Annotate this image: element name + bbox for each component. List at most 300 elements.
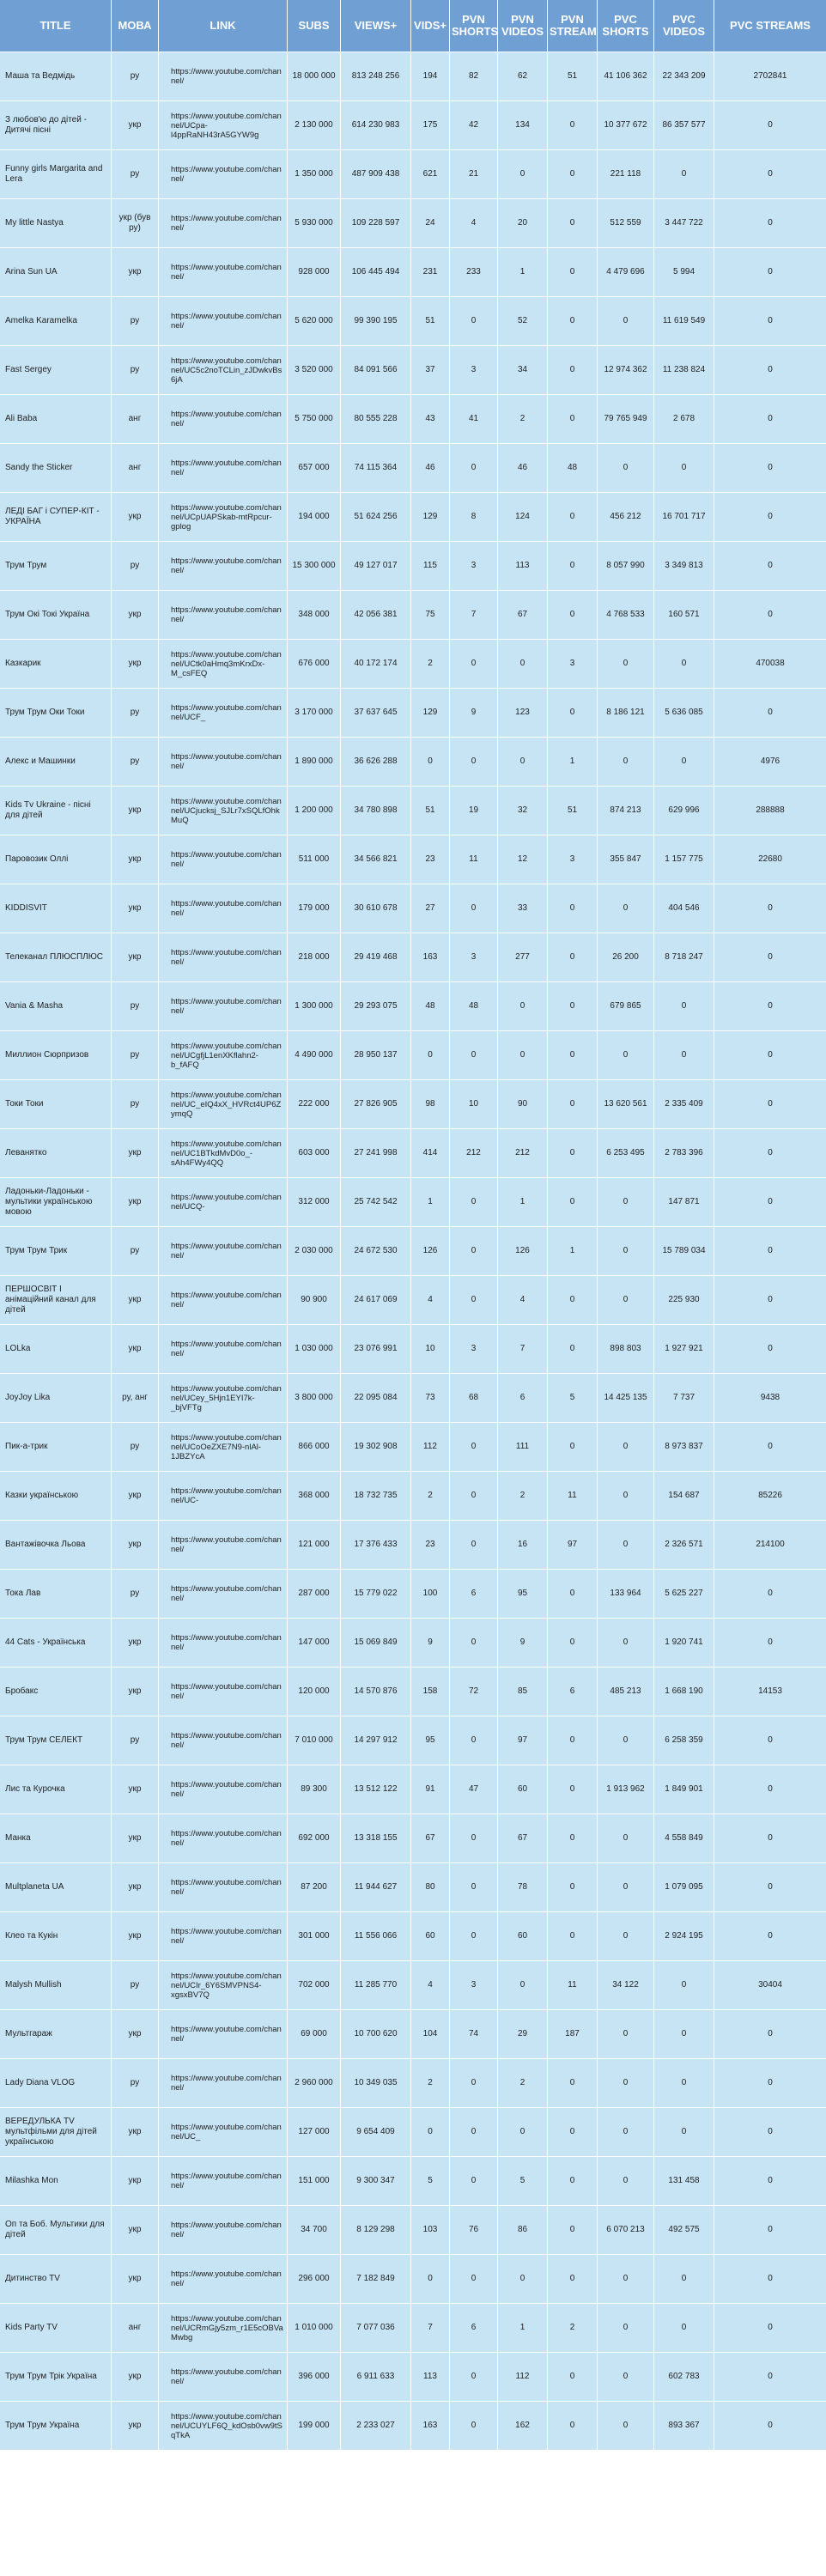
language-cell: укр	[112, 2206, 159, 2255]
pvc-videos-cell: 0	[654, 2108, 714, 2157]
language-cell: укр	[112, 591, 159, 640]
vids-cell: 23	[411, 835, 450, 884]
subs-cell: 5 750 000	[288, 395, 341, 444]
link-cell[interactable]: https://www.youtube.com/channel/	[159, 444, 288, 493]
subs-cell: 121 000	[288, 1521, 341, 1570]
vids-cell: 0	[411, 2255, 450, 2304]
table-row	[0, 395, 826, 444]
pvc-shorts-cell: 355 847	[598, 835, 654, 884]
pvc-streams-cell: 0	[714, 1765, 826, 1814]
pvn-shorts-cell: 0	[450, 2353, 498, 2402]
link-cell[interactable]: https://www.youtube.com/channel/UCoOeZXE7N9-nlAl-1JBZYcA	[159, 1423, 288, 1472]
pvc-shorts-cell: 456 212	[598, 493, 654, 542]
vids-cell: 100	[411, 1570, 450, 1619]
table-row	[0, 1912, 826, 1961]
pvn-stream-cell: 0	[548, 101, 598, 150]
views-cell: 51 624 256	[341, 493, 411, 542]
subs-cell: 69 000	[288, 2010, 341, 2059]
pvc-shorts-cell: 512 559	[598, 199, 654, 248]
link-cell[interactable]: https://www.youtube.com/channel/	[159, 2059, 288, 2108]
link-cell[interactable]: https://www.youtube.com/channel/	[159, 591, 288, 640]
link-cell[interactable]: https://www.youtube.com/channel/	[159, 297, 288, 346]
link-cell[interactable]: https://www.youtube.com/channel/UC_eIQ4xX_HVRct4UP6ZymqQ	[159, 1080, 288, 1129]
language-cell: укр	[112, 787, 159, 835]
language-cell: анг	[112, 444, 159, 493]
vids-cell: 48	[411, 982, 450, 1031]
link-cell[interactable]: https://www.youtube.com/channel/	[159, 738, 288, 787]
column-header-pvc-videos[interactable]: PVC VIDEOS	[654, 0, 714, 52]
pvn-shorts-cell: 9	[450, 689, 498, 738]
subs-cell: 287 000	[288, 1570, 341, 1619]
pvn-shorts-cell: 0	[450, 884, 498, 933]
pvc-shorts-cell: 79 765 949	[598, 395, 654, 444]
link-cell[interactable]: https://www.youtube.com/channel/	[159, 199, 288, 248]
language-cell: ру	[112, 1423, 159, 1472]
subs-cell: 866 000	[288, 1423, 341, 1472]
link-cell[interactable]: https://www.youtube.com/channel/	[159, 1276, 288, 1325]
pvc-streams-cell: 0	[714, 1619, 826, 1668]
pvc-shorts-cell: 0	[598, 1716, 654, 1765]
pvn-videos-cell: 2	[498, 1472, 548, 1521]
vids-cell: 2	[411, 2059, 450, 2108]
pvn-shorts-cell: 6	[450, 2304, 498, 2353]
pvn-shorts-cell: 6	[450, 1570, 498, 1619]
pvc-videos-cell: 0	[654, 2304, 714, 2353]
pvn-videos-cell: 0	[498, 738, 548, 787]
subs-cell: 1 890 000	[288, 738, 341, 787]
table-row	[0, 1472, 826, 1521]
link-cell[interactable]: https://www.youtube.com/channel/	[159, 150, 288, 199]
pvn-videos-cell: 2	[498, 395, 548, 444]
language-cell: укр	[112, 2157, 159, 2206]
title-cell: ВЕРЕДУЛЬКА TV мультфільми для дітей українською	[0, 2108, 112, 2157]
pvc-streams-cell: 0	[714, 2402, 826, 2451]
link-cell[interactable]: https://www.youtube.com/channel/	[159, 395, 288, 444]
column-header-pvn-stream[interactable]: PVN STREAM	[548, 0, 598, 52]
subs-cell: 702 000	[288, 1961, 341, 2010]
link-cell[interactable]: https://www.youtube.com/channel/UCQ-	[159, 1178, 288, 1227]
pvn-videos-cell: 6	[498, 1374, 548, 1423]
pvc-shorts-cell: 10 377 672	[598, 101, 654, 150]
pvn-stream-cell: 5	[548, 1374, 598, 1423]
pvn-stream-cell: 0	[548, 1325, 598, 1374]
pvc-streams-cell: 0	[714, 1863, 826, 1912]
pvc-streams-cell: 0	[714, 1080, 826, 1129]
column-header-subs[interactable]: SUBS	[288, 0, 341, 52]
pvc-videos-cell: 0	[654, 640, 714, 689]
vids-cell: 163	[411, 933, 450, 982]
column-header-views[interactable]: VIEWS+	[341, 0, 411, 52]
link-cell[interactable]: https://www.youtube.com/channel/UC_	[159, 2108, 288, 2157]
vids-cell: 51	[411, 297, 450, 346]
table-row	[0, 1178, 826, 1227]
pvn-videos-cell: 124	[498, 493, 548, 542]
pvc-videos-cell: 1 157 775	[654, 835, 714, 884]
table-row	[0, 2206, 826, 2255]
table-row	[0, 2157, 826, 2206]
subs-cell: 127 000	[288, 2108, 341, 2157]
vids-cell: 194	[411, 52, 450, 101]
pvc-streams-cell: 30404	[714, 1961, 826, 2010]
views-cell: 36 626 288	[341, 738, 411, 787]
link-cell[interactable]: https://www.youtube.com/channel/UCF_	[159, 689, 288, 738]
title-cell: Вантажівочка Льова	[0, 1521, 112, 1570]
vids-cell: 10	[411, 1325, 450, 1374]
vids-cell: 621	[411, 150, 450, 199]
pvn-stream-cell: 0	[548, 2108, 598, 2157]
subs-cell: 3 800 000	[288, 1374, 341, 1423]
title-cell: Паровозик Оллі	[0, 835, 112, 884]
pvn-videos-cell: 60	[498, 1912, 548, 1961]
subs-cell: 312 000	[288, 1178, 341, 1227]
title-cell: JoyJoy Lika	[0, 1374, 112, 1423]
subs-cell: 151 000	[288, 2157, 341, 2206]
vids-cell: 23	[411, 1521, 450, 1570]
table-row	[0, 591, 826, 640]
pvn-stream-cell: 0	[548, 1276, 598, 1325]
language-cell: ру	[112, 1961, 159, 2010]
pvn-stream-cell: 0	[548, 542, 598, 591]
pvn-stream-cell: 0	[548, 199, 598, 248]
pvc-videos-cell: 0	[654, 444, 714, 493]
pvn-shorts-cell: 68	[450, 1374, 498, 1423]
language-cell: укр	[112, 2108, 159, 2157]
language-cell: ру	[112, 738, 159, 787]
vids-cell: 73	[411, 1374, 450, 1423]
link-cell[interactable]: https://www.youtube.com/channel/UCjucksj_SJLr7xSQLfOhkMuQ	[159, 787, 288, 835]
pvc-videos-cell: 1 668 190	[654, 1668, 714, 1716]
link-cell[interactable]: https://www.youtube.com/channel/	[159, 1521, 288, 1570]
link-cell[interactable]: https://www.youtube.com/channel/	[159, 2010, 288, 2059]
pvn-stream-cell: 0	[548, 982, 598, 1031]
subs-cell: 368 000	[288, 1472, 341, 1521]
pvc-streams-cell: 4976	[714, 738, 826, 787]
pvn-shorts-cell: 41	[450, 395, 498, 444]
column-header-title[interactable]: TITLE	[0, 0, 112, 52]
subs-cell: 4 490 000	[288, 1031, 341, 1080]
subs-cell: 2 960 000	[288, 2059, 341, 2108]
vids-cell: 126	[411, 1227, 450, 1276]
pvn-videos-cell: 85	[498, 1668, 548, 1716]
pvc-videos-cell: 3 349 813	[654, 542, 714, 591]
link-cell[interactable]: https://www.youtube.com/channel/UC-	[159, 1472, 288, 1521]
subs-cell: 218 000	[288, 933, 341, 982]
pvc-shorts-cell: 221 118	[598, 150, 654, 199]
link-cell[interactable]: https://www.youtube.com/channel/	[159, 1619, 288, 1668]
pvc-videos-cell: 5 994	[654, 248, 714, 297]
link-cell[interactable]: https://www.youtube.com/channel/UCpa-l4ppRaNH43rA5GYW9g	[159, 101, 288, 150]
column-header-vids[interactable]: VIDS+	[411, 0, 450, 52]
column-header-pvn-videos[interactable]: PVN VIDEOS	[498, 0, 548, 52]
pvc-shorts-cell: 0	[598, 297, 654, 346]
pvc-streams-cell: 0	[714, 2206, 826, 2255]
pvc-streams-cell: 0	[714, 1570, 826, 1619]
link-cell[interactable]: https://www.youtube.com/channel/	[159, 1912, 288, 1961]
pvc-streams-cell: 85226	[714, 1472, 826, 1521]
subs-cell: 3 170 000	[288, 689, 341, 738]
pvc-streams-cell: 0	[714, 1031, 826, 1080]
pvc-shorts-cell: 0	[598, 1276, 654, 1325]
pvn-videos-cell: 95	[498, 1570, 548, 1619]
views-cell: 24 672 530	[341, 1227, 411, 1276]
pvn-stream-cell: 0	[548, 248, 598, 297]
vids-cell: 129	[411, 689, 450, 738]
pvn-shorts-cell: 47	[450, 1765, 498, 1814]
pvc-streams-cell: 0	[714, 493, 826, 542]
pvn-videos-cell: 112	[498, 2353, 548, 2402]
pvc-streams-cell: 0	[714, 395, 826, 444]
pvc-shorts-cell: 874 213	[598, 787, 654, 835]
pvc-shorts-cell: 0	[598, 2255, 654, 2304]
language-cell: укр	[112, 933, 159, 982]
title-cell: Дитинство TV	[0, 2255, 112, 2304]
link-cell[interactable]: https://www.youtube.com/channel/	[159, 1716, 288, 1765]
views-cell: 84 091 566	[341, 346, 411, 395]
link-cell[interactable]: https://www.youtube.com/channel/	[159, 542, 288, 591]
link-cell[interactable]: https://www.youtube.com/channel/	[159, 248, 288, 297]
table-row	[0, 1961, 826, 2010]
link-cell[interactable]: https://www.youtube.com/channel/	[159, 2255, 288, 2304]
pvc-streams-cell: 0	[714, 1276, 826, 1325]
pvn-videos-cell: 86	[498, 2206, 548, 2255]
link-cell[interactable]: https://www.youtube.com/channel/	[159, 982, 288, 1031]
link-cell[interactable]: https://www.youtube.com/channel/UC5c2noTCLin_zJDwkvBs6jA	[159, 346, 288, 395]
pvn-stream-cell: 0	[548, 689, 598, 738]
table-header	[0, 0, 826, 52]
title-cell: Трум Трум СЕЛЕКТ	[0, 1716, 112, 1765]
language-cell: укр	[112, 835, 159, 884]
views-cell: 25 742 542	[341, 1178, 411, 1227]
pvc-videos-cell: 492 575	[654, 2206, 714, 2255]
vids-cell: 7	[411, 2304, 450, 2353]
pvn-shorts-cell: 0	[450, 1031, 498, 1080]
views-cell: 42 056 381	[341, 591, 411, 640]
subs-cell: 147 000	[288, 1619, 341, 1668]
pvc-streams-cell: 0	[714, 2353, 826, 2402]
title-cell: Клео та Кукін	[0, 1912, 112, 1961]
title-cell: Vania & Masha	[0, 982, 112, 1031]
vids-cell: 113	[411, 2353, 450, 2402]
pvc-streams-cell: 0	[714, 2157, 826, 2206]
language-cell: ру	[112, 297, 159, 346]
language-cell: ру	[112, 542, 159, 591]
table-body	[0, 52, 826, 2451]
pvc-videos-cell: 8 973 837	[654, 1423, 714, 1472]
views-cell: 80 555 228	[341, 395, 411, 444]
language-cell: ру, анг	[112, 1374, 159, 1423]
pvc-streams-cell: 0	[714, 982, 826, 1031]
title-cell: Пик-а-трик	[0, 1423, 112, 1472]
column-header-link[interactable]: LINK	[159, 0, 288, 52]
column-header-pvc-shorts[interactable]: PVC SHORTS	[598, 0, 654, 52]
pvn-stream-cell: 0	[548, 395, 598, 444]
views-cell: 9 300 347	[341, 2157, 411, 2206]
pvc-shorts-cell: 0	[598, 2010, 654, 2059]
link-cell[interactable]: https://www.youtube.com/channel/	[159, 884, 288, 933]
title-cell: Fast Sergey	[0, 346, 112, 395]
pvn-videos-cell: 16	[498, 1521, 548, 1570]
link-cell[interactable]: https://www.youtube.com/channel/UC1BTkdMvD0o_-sAh4FWy4QQ	[159, 1129, 288, 1178]
pvn-stream-cell: 0	[548, 1031, 598, 1080]
link-cell[interactable]: https://www.youtube.com/channel/UCpUAPSkab-mtRpcur-gplog	[159, 493, 288, 542]
column-header-pvn-shorts[interactable]: PVN SHORTS	[450, 0, 498, 52]
link-cell[interactable]: https://www.youtube.com/channel/UCey_5Hjn1EYI7k-_bjVFTg	[159, 1374, 288, 1423]
pvc-videos-cell: 8 718 247	[654, 933, 714, 982]
subs-cell: 1 010 000	[288, 2304, 341, 2353]
link-cell[interactable]: https://www.youtube.com/channel/	[159, 1668, 288, 1716]
pvc-videos-cell: 0	[654, 982, 714, 1031]
table-row	[0, 982, 826, 1031]
subs-cell: 90 900	[288, 1276, 341, 1325]
link-cell[interactable]: https://www.youtube.com/channel/	[159, 2353, 288, 2402]
language-cell: укр	[112, 2353, 159, 2402]
pvn-videos-cell: 29	[498, 2010, 548, 2059]
title-cell: Манка	[0, 1814, 112, 1863]
pvn-stream-cell: 51	[548, 787, 598, 835]
link-cell[interactable]: https://www.youtube.com/channel/	[159, 52, 288, 101]
column-header-pvc-streams[interactable]: PVC STREAMS	[714, 0, 826, 52]
pvc-shorts-cell: 679 865	[598, 982, 654, 1031]
subs-cell: 179 000	[288, 884, 341, 933]
title-cell: Malysh Mullish	[0, 1961, 112, 2010]
pvn-stream-cell: 0	[548, 1423, 598, 1472]
pvn-videos-cell: 113	[498, 542, 548, 591]
link-cell[interactable]: https://www.youtube.com/channel/	[159, 1325, 288, 1374]
link-cell[interactable]: https://www.youtube.com/channel/	[159, 1227, 288, 1276]
language-cell: укр	[112, 101, 159, 150]
pvn-stream-cell: 0	[548, 2059, 598, 2108]
table-row	[0, 150, 826, 199]
language-cell: укр	[112, 1814, 159, 1863]
pvn-stream-cell: 0	[548, 2255, 598, 2304]
language-cell: ру	[112, 346, 159, 395]
language-cell: ру	[112, 150, 159, 199]
pvc-videos-cell: 1 920 741	[654, 1619, 714, 1668]
pvc-shorts-cell: 485 213	[598, 1668, 654, 1716]
pvn-shorts-cell: 4	[450, 199, 498, 248]
pvn-stream-cell: 0	[548, 591, 598, 640]
link-cell[interactable]: https://www.youtube.com/channel/	[159, 1814, 288, 1863]
link-cell[interactable]: https://www.youtube.com/channel/UCIr_6Y6SMVPNS4-xgsxBV7Q	[159, 1961, 288, 2010]
pvn-shorts-cell: 0	[450, 1814, 498, 1863]
pvn-videos-cell: 4	[498, 1276, 548, 1325]
pvc-shorts-cell: 12 974 362	[598, 346, 654, 395]
title-cell: Sandy the Sticker	[0, 444, 112, 493]
views-cell: 11 285 770	[341, 1961, 411, 2010]
pvn-stream-cell: 1	[548, 1227, 598, 1276]
link-cell[interactable]: https://www.youtube.com/channel/UCUYLF6Q_kdOsb0vw9tSqTkA	[159, 2402, 288, 2451]
pvc-streams-cell: 470038	[714, 640, 826, 689]
pvc-streams-cell: 0	[714, 1716, 826, 1765]
pvn-shorts-cell: 19	[450, 787, 498, 835]
title-cell: Токи Токи	[0, 1080, 112, 1129]
pvn-stream-cell: 51	[548, 52, 598, 101]
link-cell[interactable]: https://www.youtube.com/channel/	[159, 2157, 288, 2206]
pvn-stream-cell: 0	[548, 346, 598, 395]
title-cell: KIDDISVIT	[0, 884, 112, 933]
pvn-stream-cell: 0	[548, 1178, 598, 1227]
title-cell: Ali Baba	[0, 395, 112, 444]
table-row	[0, 2108, 826, 2157]
link-cell[interactable]: https://www.youtube.com/channel/UCgfjL1enXKflahn2-b_fAFQ	[159, 1031, 288, 1080]
link-cell[interactable]: https://www.youtube.com/channel/UCtk0aHmq3mKrxDx-M_csFEQ	[159, 640, 288, 689]
pvc-videos-cell: 154 687	[654, 1472, 714, 1521]
views-cell: 30 610 678	[341, 884, 411, 933]
column-header-language[interactable]: МОВА	[112, 0, 159, 52]
pvn-stream-cell: 0	[548, 297, 598, 346]
pvn-shorts-cell: 72	[450, 1668, 498, 1716]
pvn-shorts-cell: 21	[450, 150, 498, 199]
views-cell: 29 419 468	[341, 933, 411, 982]
language-cell: укр	[112, 1863, 159, 1912]
pvn-videos-cell: 32	[498, 787, 548, 835]
link-cell[interactable]: https://www.youtube.com/channel/UCRmGjy5zm_r1E5cOBVaMwbg	[159, 2304, 288, 2353]
title-cell: Kids Party TV	[0, 2304, 112, 2353]
pvc-streams-cell: 0	[714, 346, 826, 395]
title-cell: Леванятко	[0, 1129, 112, 1178]
pvc-streams-cell: 0	[714, 1912, 826, 1961]
pvc-streams-cell: 22680	[714, 835, 826, 884]
pvn-shorts-cell: 0	[450, 444, 498, 493]
table-row	[0, 199, 826, 248]
pvn-shorts-cell: 10	[450, 1080, 498, 1129]
views-cell: 13 512 122	[341, 1765, 411, 1814]
language-cell: укр	[112, 1178, 159, 1227]
pvc-videos-cell: 1 079 095	[654, 1863, 714, 1912]
pvc-streams-cell: 0	[714, 248, 826, 297]
pvc-videos-cell: 147 871	[654, 1178, 714, 1227]
subs-cell: 120 000	[288, 1668, 341, 1716]
pvn-shorts-cell: 0	[450, 1178, 498, 1227]
vids-cell: 104	[411, 2010, 450, 2059]
pvc-shorts-cell: 0	[598, 1863, 654, 1912]
link-cell[interactable]: https://www.youtube.com/channel/	[159, 933, 288, 982]
language-cell: ру	[112, 1570, 159, 1619]
pvc-streams-cell: 0	[714, 297, 826, 346]
pvc-shorts-cell: 4 768 533	[598, 591, 654, 640]
pvn-videos-cell: 67	[498, 1814, 548, 1863]
pvn-shorts-cell: 0	[450, 1863, 498, 1912]
pvc-shorts-cell: 8 186 121	[598, 689, 654, 738]
link-cell[interactable]: https://www.youtube.com/channel/	[159, 835, 288, 884]
title-cell: Маша та Ведмідь	[0, 52, 112, 101]
table-row	[0, 640, 826, 689]
pvn-stream-cell: 0	[548, 2353, 598, 2402]
link-cell[interactable]: https://www.youtube.com/channel/	[159, 2206, 288, 2255]
pvn-shorts-cell: 82	[450, 52, 498, 101]
pvc-shorts-cell: 26 200	[598, 933, 654, 982]
title-cell: Трум Трум	[0, 542, 112, 591]
title-cell: My little Nastya	[0, 199, 112, 248]
pvn-videos-cell: 0	[498, 1031, 548, 1080]
link-cell[interactable]: https://www.youtube.com/channel/	[159, 1570, 288, 1619]
table-row	[0, 884, 826, 933]
pvn-shorts-cell: 0	[450, 2255, 498, 2304]
views-cell: 11 944 627	[341, 1863, 411, 1912]
table-row	[0, 2402, 826, 2451]
pvc-shorts-cell: 1 913 962	[598, 1765, 654, 1814]
pvc-shorts-cell: 0	[598, 1227, 654, 1276]
link-cell[interactable]: https://www.youtube.com/channel/	[159, 1863, 288, 1912]
title-cell: Мультгараж	[0, 2010, 112, 2059]
views-cell: 22 095 084	[341, 1374, 411, 1423]
pvc-streams-cell: 0	[714, 444, 826, 493]
views-cell: 29 293 075	[341, 982, 411, 1031]
vids-cell: 2	[411, 640, 450, 689]
pvc-videos-cell: 15 789 034	[654, 1227, 714, 1276]
link-cell[interactable]: https://www.youtube.com/channel/	[159, 1765, 288, 1814]
pvn-videos-cell: 0	[498, 2108, 548, 2157]
